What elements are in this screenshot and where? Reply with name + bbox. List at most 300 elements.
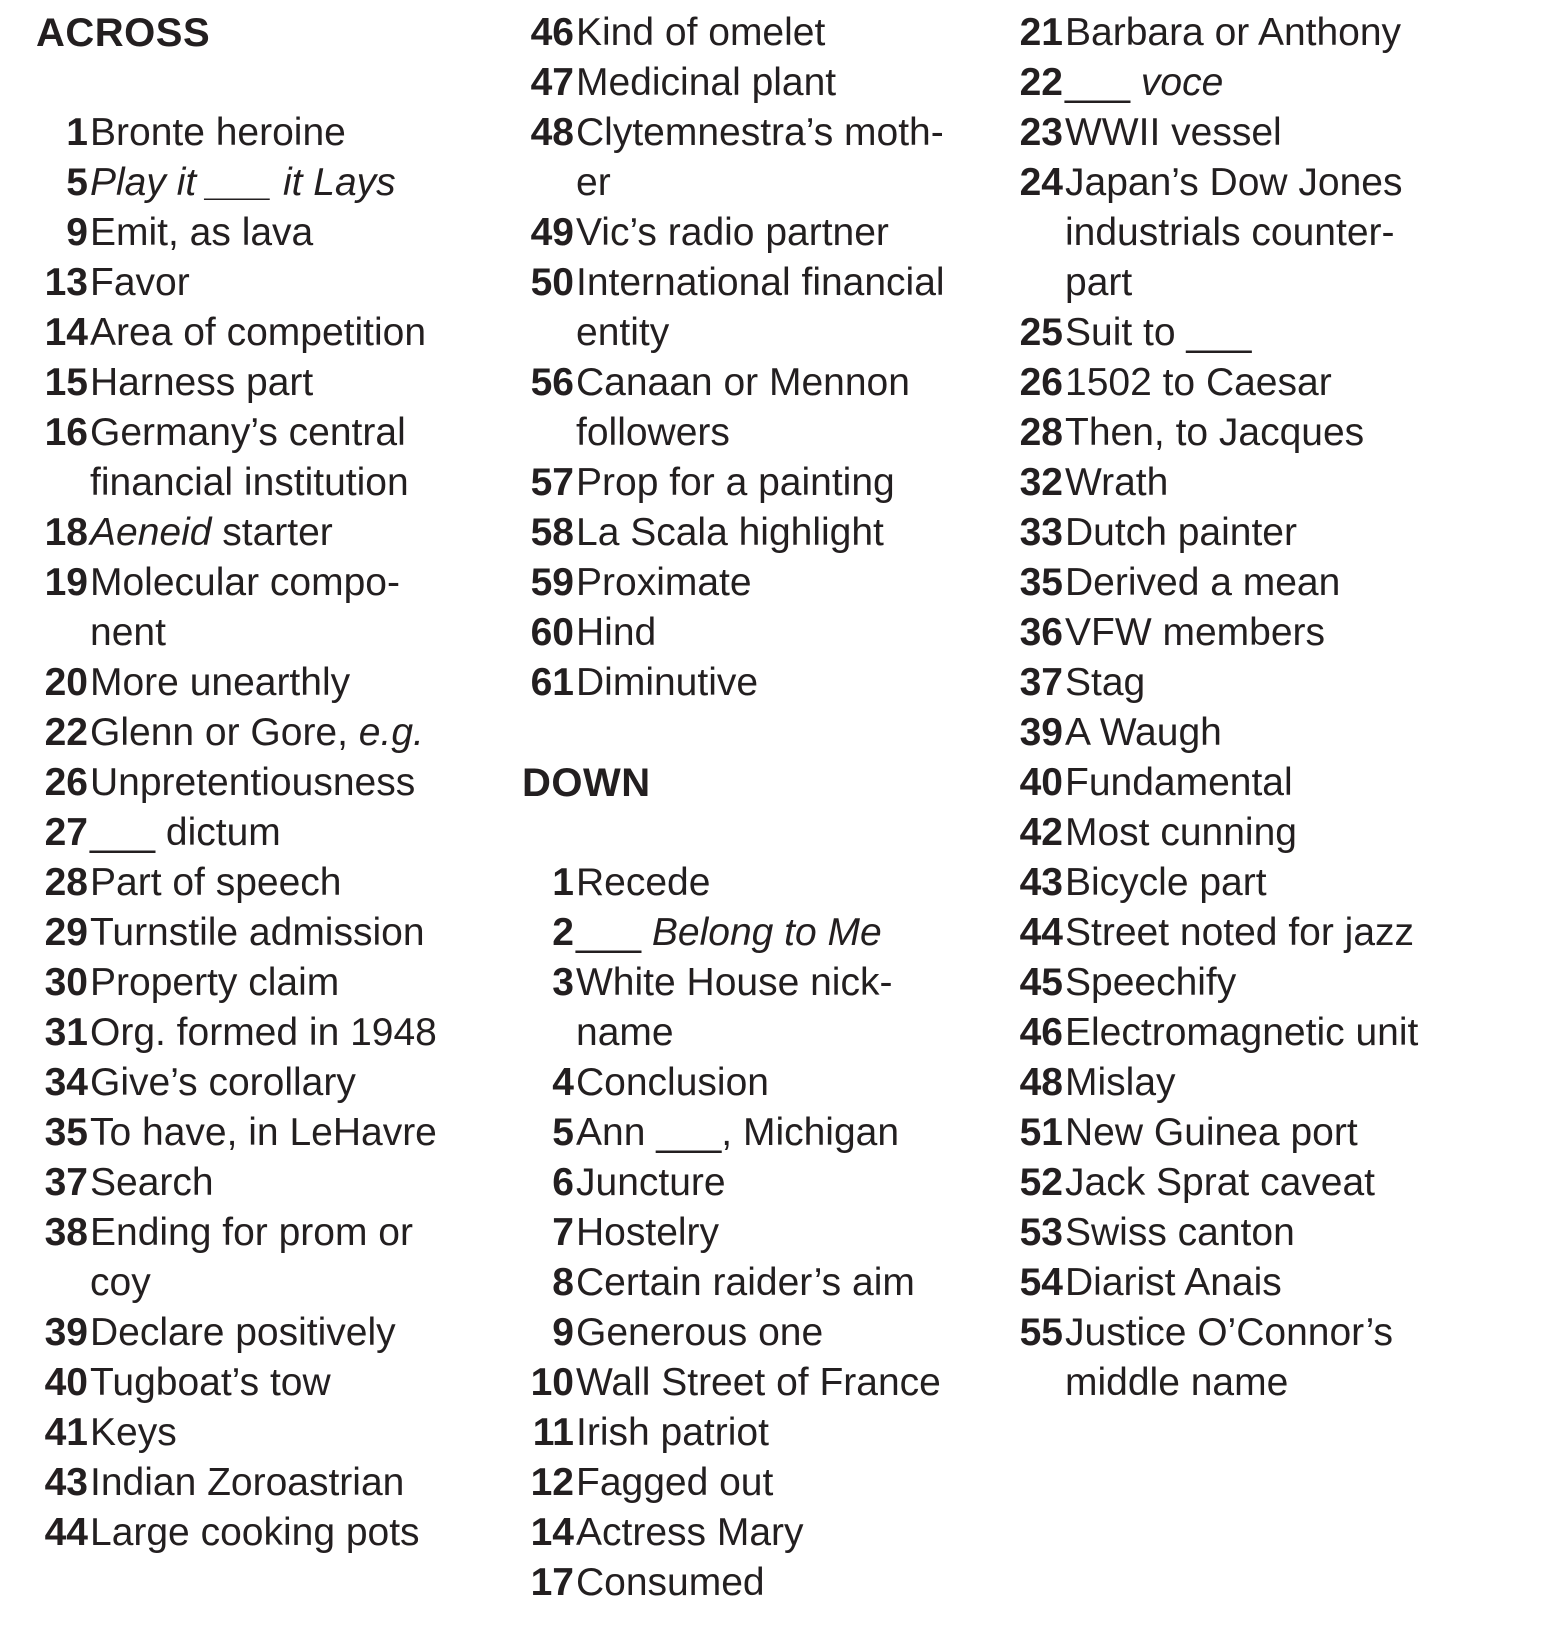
clue-text: [576, 1458, 992, 1508]
clue-text-line: Area of competition: [90, 311, 427, 354]
clue-text-line: Mislay: [1065, 1061, 1176, 1104]
clue-text: [576, 1208, 992, 1258]
clue-text: [90, 258, 496, 308]
down-clue-3: [522, 958, 992, 1058]
clue-text-line: Jack Sprat caveat: [1065, 1161, 1375, 1204]
down-clue-53: [1011, 1208, 1531, 1258]
across-clue-20: [36, 658, 496, 708]
down-clue-1: [522, 858, 992, 908]
clue-text-line: Stag: [1065, 661, 1146, 704]
across-heading: ACROSS: [36, 11, 211, 55]
clue-number: 52: [1019, 1161, 1063, 1204]
clue-text: [90, 1158, 496, 1208]
clue-number: 28: [44, 861, 88, 904]
clue-text-line: Canaan or Mennon: [576, 361, 910, 404]
clue-column-1: [36, 8, 496, 1558]
down-clue-4: [522, 1058, 992, 1108]
down-clue-26: [1011, 358, 1531, 408]
clue-text: [576, 8, 992, 58]
clue-text-line: Kind of omelet: [576, 11, 826, 54]
clue-number: 39: [1019, 711, 1063, 754]
clue-text: [1065, 508, 1531, 558]
down-clue-28: [1011, 408, 1531, 458]
clue-text-line: Fagged out: [576, 1461, 774, 1504]
clue-text-line: Vic’s radio partner: [576, 211, 889, 254]
clue-text: [576, 1058, 992, 1108]
clue-number: 41: [44, 1411, 88, 1454]
clue-text: [90, 508, 496, 558]
clue-text-line: Clytemnestra’s moth-: [576, 111, 944, 154]
clue-number: 16: [44, 411, 88, 454]
clue-number: 53: [1019, 1211, 1063, 1254]
across-clue-34: [36, 1058, 496, 1108]
clue-text-line: Recede: [576, 861, 711, 904]
clue-text: [90, 1458, 496, 1508]
clue-text: [576, 1358, 992, 1408]
clue-text-line: Swiss canton: [1065, 1211, 1295, 1254]
clue-number: 49: [530, 211, 574, 254]
clue-text-line: Barbara or Anthony: [1065, 11, 1402, 54]
section-spacer: [522, 708, 992, 758]
clue-text: [576, 358, 992, 458]
clue-text: [576, 1258, 992, 1308]
clue-number: 60: [530, 611, 574, 654]
clue-text: [576, 58, 992, 108]
clue-text-line: Actress Mary: [576, 1511, 804, 1554]
clue-text-line: Keys: [90, 1411, 177, 1454]
clue-text: [1065, 1158, 1531, 1208]
clue-text-line: International financial: [576, 261, 945, 304]
down-heading: DOWN: [522, 761, 651, 805]
down-clue-35: [1011, 558, 1531, 608]
clue-text-line: Turnstile admission: [90, 911, 425, 954]
across-clue-5: [36, 158, 496, 208]
clue-text: [90, 958, 496, 1008]
clue-text-line: More unearthly: [90, 661, 351, 704]
clue-text: [576, 208, 992, 258]
clue-number: 22: [44, 711, 88, 754]
clue-text: [1065, 308, 1531, 358]
clue-number: 48: [1019, 1061, 1063, 1104]
clue-text: [90, 1108, 496, 1158]
clue-text: [1065, 908, 1531, 958]
clue-number: 5: [552, 1111, 574, 1154]
clue-number: 47: [530, 61, 574, 104]
down-clue-24: [1011, 158, 1531, 308]
clue-text: [1065, 1058, 1531, 1108]
clue-number: 14: [530, 1511, 574, 1554]
across-clue-30: [36, 958, 496, 1008]
clue-number: 25: [1019, 311, 1063, 354]
down-clue-37: [1011, 658, 1531, 708]
clue-text-line: Dutch painter: [1065, 511, 1297, 554]
down-clue-48: [1011, 1058, 1531, 1108]
clue-number: 26: [44, 761, 88, 804]
clue-text-line: Wrath: [1065, 461, 1169, 504]
clue-text-line: 1502 to Caesar: [1065, 361, 1332, 404]
down-clue-51: [1011, 1108, 1531, 1158]
across-clue-31: [36, 1008, 496, 1058]
clue-number: 56: [530, 361, 574, 404]
clue-text-line: Org. formed in 1948: [90, 1011, 437, 1054]
clue-number: 28: [1019, 411, 1063, 454]
down-clue-39: [1011, 708, 1531, 758]
clue-text-line: Proximate: [576, 561, 752, 604]
clue-text-line: name: [576, 1011, 674, 1054]
clue-number: 46: [530, 11, 574, 54]
down-clue-list: [522, 858, 992, 1608]
clue-number: 33: [1019, 511, 1063, 554]
clue-number: 2: [552, 911, 574, 954]
clue-text-line: Prop for a painting: [576, 461, 895, 504]
down-clue-5: [522, 1108, 992, 1158]
clue-number: 30: [44, 961, 88, 1004]
across-clue-47: [522, 58, 992, 108]
down-clue-32: [1011, 458, 1531, 508]
clue-number: 21: [1019, 11, 1063, 54]
across-clue-40: [36, 1358, 496, 1408]
clue-column-2: [522, 8, 992, 1608]
down-clue-10: [522, 1358, 992, 1408]
clue-text: [1065, 158, 1531, 308]
clue-text: [1065, 608, 1531, 658]
clue-text-line: Property claim: [90, 961, 340, 1004]
clue-text-line: Suit to ___: [1065, 311, 1252, 354]
clue-text-line: WWII vessel: [1065, 111, 1282, 154]
clue-text-line: Hostelry: [576, 1211, 720, 1254]
clue-text: [1065, 1258, 1531, 1308]
clue-number: 8: [552, 1261, 574, 1304]
clue-text-line: ___ voce: [1065, 61, 1224, 104]
clue-text: [576, 108, 992, 208]
clue-number: 44: [1019, 911, 1063, 954]
clue-text-line: Justice O’Connor’s: [1065, 1311, 1394, 1354]
clue-number: 14: [44, 311, 88, 354]
clue-number: 1: [552, 861, 574, 904]
across-clue-39: [36, 1308, 496, 1358]
clue-text: [1065, 8, 1531, 58]
clue-number: 55: [1019, 1311, 1063, 1354]
clue-text-line: Give’s corollary: [90, 1061, 356, 1104]
across-clue-19: [36, 558, 496, 658]
clue-text-line: Favor: [90, 261, 190, 304]
clue-text-line: Tugboat’s tow: [90, 1361, 331, 1404]
down-clue-33: [1011, 508, 1531, 558]
down-clue-45: [1011, 958, 1531, 1008]
clue-number: 17: [530, 1561, 574, 1604]
clue-text: [576, 1108, 992, 1158]
clue-text-line: Play it ___ it Lays: [90, 161, 396, 204]
down-clue-22: [1011, 58, 1531, 108]
clue-number: 29: [44, 911, 88, 954]
clue-text-line: ___ dictum: [90, 811, 281, 854]
down-clue-54: [1011, 1258, 1531, 1308]
across-clue-43: [36, 1458, 496, 1508]
clue-text-line: VFW members: [1065, 611, 1326, 654]
clue-text: [576, 608, 992, 658]
clue-number: 34: [44, 1061, 88, 1104]
clue-number: 22: [1019, 61, 1063, 104]
across-clue-56: [522, 358, 992, 458]
across-clue-44: [36, 1508, 496, 1558]
clue-text-line: industrials counter-: [1065, 211, 1395, 254]
heading-spacer: [36, 58, 496, 108]
clue-number: 18: [44, 511, 88, 554]
clue-text: [576, 858, 992, 908]
clue-text: [1065, 758, 1531, 808]
clue-text: [90, 858, 496, 908]
across-clue-1: [36, 108, 496, 158]
clue-text: [90, 808, 496, 858]
clue-number: 19: [44, 561, 88, 604]
clue-text-line: Diminutive: [576, 661, 759, 704]
clue-text-line: Glenn or Gore, e.g.: [90, 711, 424, 754]
down-clue-8: [522, 1258, 992, 1308]
down-clue-43: [1011, 858, 1531, 908]
clue-text-line: Search: [90, 1161, 214, 1204]
clue-text: [576, 1158, 992, 1208]
clue-text: [90, 408, 496, 508]
clue-number: 37: [1019, 661, 1063, 704]
down-clue-11: [522, 1408, 992, 1458]
clue-text-line: er: [576, 161, 611, 204]
clue-text: [1065, 1108, 1531, 1158]
clue-number: 31: [44, 1011, 88, 1054]
across-clue-38: [36, 1208, 496, 1308]
clue-number: 35: [44, 1111, 88, 1154]
clue-text-line: Fundamental: [1065, 761, 1293, 804]
clue-text: [576, 508, 992, 558]
clue-text-line: Molecular compo-: [90, 561, 400, 604]
clue-text: [90, 658, 496, 708]
clue-number: 57: [530, 461, 574, 504]
clue-text: [576, 1408, 992, 1458]
clue-text: [1065, 708, 1531, 758]
clue-text: [90, 108, 496, 158]
clue-number: 26: [1019, 361, 1063, 404]
clue-text-line: Medicinal plant: [576, 61, 837, 104]
across-clue-58: [522, 508, 992, 558]
clue-text-line: Ending for prom or: [90, 1211, 413, 1254]
clue-number: 32: [1019, 461, 1063, 504]
down-clue-2: [522, 908, 992, 958]
clue-text-line: Street noted for jazz: [1065, 911, 1415, 954]
clue-text-line: Certain raider’s aim: [576, 1261, 915, 1304]
clue-text: [1065, 358, 1531, 408]
clue-number: 23: [1019, 111, 1063, 154]
clue-text-line: White House nick-: [576, 961, 893, 1004]
across-clue-15: [36, 358, 496, 408]
clue-text-line: Generous one: [576, 1311, 824, 1354]
clue-number: 44: [44, 1511, 88, 1554]
clue-number: 51: [1019, 1111, 1063, 1154]
clue-number: 50: [530, 261, 574, 304]
clue-text-line: Large cooking pots: [90, 1511, 420, 1554]
clue-text-line: Most cunning: [1065, 811, 1297, 854]
down-clue-21: [1011, 8, 1531, 58]
clue-number: 3: [552, 961, 574, 1004]
across-clue-18: [36, 508, 496, 558]
clue-text: [1065, 408, 1531, 458]
clue-text-line: Part of speech: [90, 861, 342, 904]
clue-text: [576, 1308, 992, 1358]
clue-number: 7: [552, 1211, 574, 1254]
clue-text: [1065, 58, 1531, 108]
clue-text: [576, 1508, 992, 1558]
across-clue-49: [522, 208, 992, 258]
clue-text: [90, 1358, 496, 1408]
clue-text-line: Juncture: [576, 1161, 726, 1204]
clue-text: [90, 1208, 496, 1308]
down-clue-14: [522, 1508, 992, 1558]
clue-number: 5: [66, 161, 88, 204]
clue-text: [1065, 558, 1531, 608]
clue-text-line: Aeneid starter: [90, 511, 333, 554]
clue-text-line: middle name: [1065, 1361, 1289, 1404]
clue-text-line: Germany’s central: [90, 411, 406, 454]
clue-text-line: Bronte heroine: [90, 111, 346, 154]
across-clue-list: [36, 108, 496, 1558]
clue-text-line: A Waugh: [1065, 711, 1222, 754]
across-clue-22: [36, 708, 496, 758]
clue-text: [1065, 458, 1531, 508]
clue-number: 54: [1019, 1261, 1063, 1304]
clue-text-line: Consumed: [576, 1561, 765, 1604]
clue-text: [576, 958, 992, 1058]
clue-number: 20: [44, 661, 88, 704]
across-clue-41: [36, 1408, 496, 1458]
clue-text-line: Wall Street of France: [576, 1361, 941, 1404]
clue-text-line: Emit, as lava: [90, 211, 314, 254]
clue-text-line: Indian Zoroastrian: [90, 1461, 405, 1504]
across-clue-27: [36, 808, 496, 858]
clue-text: [1065, 1208, 1531, 1258]
down-clue-46: [1011, 1008, 1531, 1058]
down-clue-36: [1011, 608, 1531, 658]
down-clue-9: [522, 1308, 992, 1358]
clue-text-line: Bicycle part: [1065, 861, 1267, 904]
across-clue-35: [36, 1108, 496, 1158]
across-clue-9: [36, 208, 496, 258]
down-clue-25: [1011, 308, 1531, 358]
clue-number: 9: [66, 211, 88, 254]
clue-number: 27: [44, 811, 88, 854]
clue-number: 40: [44, 1361, 88, 1404]
clue-number: 6: [552, 1161, 574, 1204]
down-clue-52: [1011, 1158, 1531, 1208]
clue-text: [90, 1408, 496, 1458]
clue-text-line: New Guinea port: [1065, 1111, 1358, 1154]
down-clue-17: [522, 1558, 992, 1608]
across-clue-26: [36, 758, 496, 808]
clue-number: 35: [1019, 561, 1063, 604]
clue-number: 42: [1019, 811, 1063, 854]
across-clue-50: [522, 258, 992, 358]
clue-text-line: followers: [576, 411, 730, 454]
clue-text: [90, 708, 496, 758]
clue-text: [90, 758, 496, 808]
down-clue-6: [522, 1158, 992, 1208]
down-clue-23: [1011, 108, 1531, 158]
across-clue-61: [522, 658, 992, 708]
clue-text: [576, 658, 992, 708]
clue-column-3: [1011, 8, 1531, 1408]
clue-text: [90, 1058, 496, 1108]
clue-number: 61: [530, 661, 574, 704]
clue-number: 43: [1019, 861, 1063, 904]
clue-text-line: Conclusion: [576, 1061, 769, 1104]
across-clue-14: [36, 308, 496, 358]
clue-text: [1065, 1308, 1531, 1408]
clue-text: [576, 558, 992, 608]
across-clue-37: [36, 1158, 496, 1208]
clue-number: 10: [530, 1361, 574, 1404]
clue-text-line: Irish patriot: [576, 1411, 769, 1454]
down-clue-7: [522, 1208, 992, 1258]
clue-text: [1065, 958, 1531, 1008]
clue-number: 1: [66, 111, 88, 154]
clue-text-line: Unpretentiousness: [90, 761, 416, 804]
clue-text-line: Then, to Jacques: [1065, 411, 1365, 454]
clue-text: [576, 458, 992, 508]
clue-text: [576, 908, 992, 958]
across-clue-46: [522, 8, 992, 58]
across-clue-48: [522, 108, 992, 208]
across-clue-57: [522, 458, 992, 508]
clue-text: [576, 258, 992, 358]
clue-number: 24: [1019, 161, 1063, 204]
clue-text: [1065, 808, 1531, 858]
clue-text: [1065, 858, 1531, 908]
clue-text-line: Electromagnetic unit: [1065, 1011, 1419, 1054]
clue-text: [90, 1508, 496, 1558]
clue-number: 9: [552, 1311, 574, 1354]
clue-text: [90, 208, 496, 258]
clue-text: [1065, 108, 1531, 158]
clue-number: 4: [552, 1061, 574, 1104]
across-clue-16: [36, 408, 496, 508]
across-clue-29: [36, 908, 496, 958]
clue-text-line: Hind: [576, 611, 657, 654]
clue-number: 59: [530, 561, 574, 604]
clue-text-line: Harness part: [90, 361, 314, 404]
clue-text: [90, 158, 496, 208]
down-clue-12: [522, 1458, 992, 1508]
clue-text: [90, 308, 496, 358]
clue-number: 11: [532, 1411, 574, 1454]
across-clue-59: [522, 558, 992, 608]
down-clue-55: [1011, 1308, 1531, 1408]
across-clue-28: [36, 858, 496, 908]
clue-text-line: coy: [90, 1261, 151, 1304]
clue-text-line: part: [1065, 261, 1133, 304]
down-clue-40: [1011, 758, 1531, 808]
clue-number: 48: [530, 111, 574, 154]
clue-text-line: ___ Belong to Me: [576, 911, 882, 954]
clue-number: 37: [44, 1161, 88, 1204]
clue-text-line: Declare positively: [90, 1311, 396, 1354]
clue-number: 43: [44, 1461, 88, 1504]
clue-text: [90, 1008, 496, 1058]
clue-text-line: entity: [576, 311, 670, 354]
clue-text-line: Ann ___, Michigan: [576, 1111, 900, 1154]
clue-text-line: Speechify: [1065, 961, 1237, 1004]
clue-text: [1065, 658, 1531, 708]
clue-text: [90, 1308, 496, 1358]
clue-number: 13: [44, 261, 88, 304]
across-clue-list-continued: [522, 8, 992, 708]
clue-text-line: financial institution: [90, 461, 409, 504]
